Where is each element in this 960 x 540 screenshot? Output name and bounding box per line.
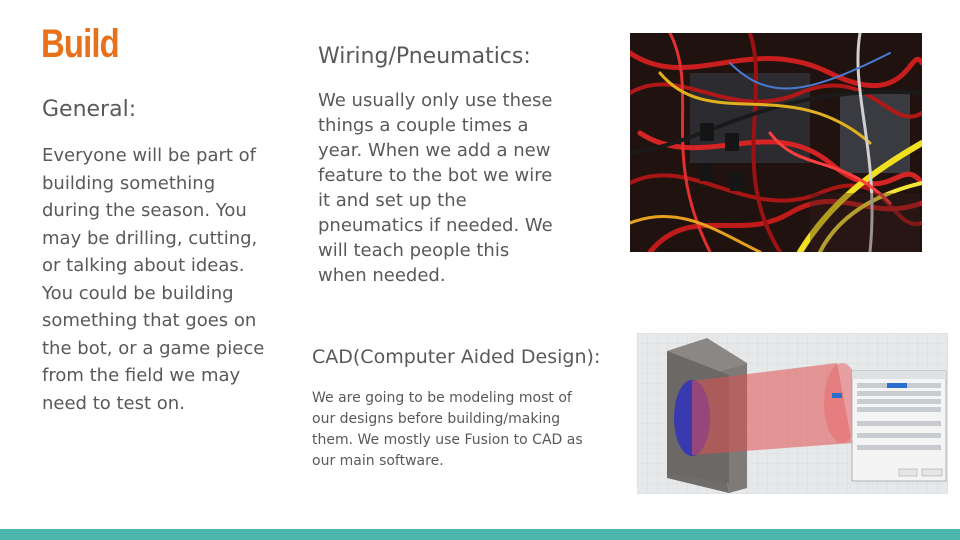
general-body [42, 142, 264, 417]
cad-line: our designs before building/making [312, 411, 561, 427]
wiring-line: feature to the bot we wire [318, 165, 553, 186]
cad-screenshot [637, 333, 948, 494]
wiring-line: will teach people this [318, 240, 510, 261]
wiring-line: things a couple times a [318, 115, 529, 136]
general-line: during the season. You [42, 200, 247, 221]
wiring-line: when needed. [318, 265, 446, 286]
general-line: You could be building [42, 282, 234, 304]
bottom-accent-bar [0, 529, 960, 540]
general-line: something that goes on [42, 310, 257, 331]
cad-body [312, 388, 583, 472]
wiring-line: it and set up the [318, 190, 467, 211]
slide-title: Build [41, 22, 119, 66]
general-heading: General: [42, 97, 137, 122]
wiring-line: We usually only use these [318, 90, 553, 111]
cad-line: our main software. [312, 453, 444, 469]
wiring-line: pneumatics if needed. We [318, 215, 553, 236]
general-line: need to test on. [42, 392, 185, 414]
cad-heading: CAD(Computer Aided Design): [312, 346, 601, 368]
cad-line: We are going to be modeling most of [312, 390, 572, 406]
wiring-line: year. When we add a new [318, 140, 551, 161]
general-line: from the field we may [42, 365, 241, 386]
wiring-body [318, 88, 553, 288]
general-line: Everyone will be part of [42, 145, 257, 166]
wiring-heading: Wiring/Pneumatics: [318, 44, 531, 69]
general-line: or talking about ideas. [42, 255, 245, 276]
wiring-photo [630, 33, 922, 252]
cad-line: them. We mostly use Fusion to CAD as [312, 432, 583, 448]
general-line: the bot, or a game piece [42, 337, 265, 359]
general-line: may be drilling, cutting, [42, 227, 258, 249]
general-line: building something [42, 172, 216, 194]
